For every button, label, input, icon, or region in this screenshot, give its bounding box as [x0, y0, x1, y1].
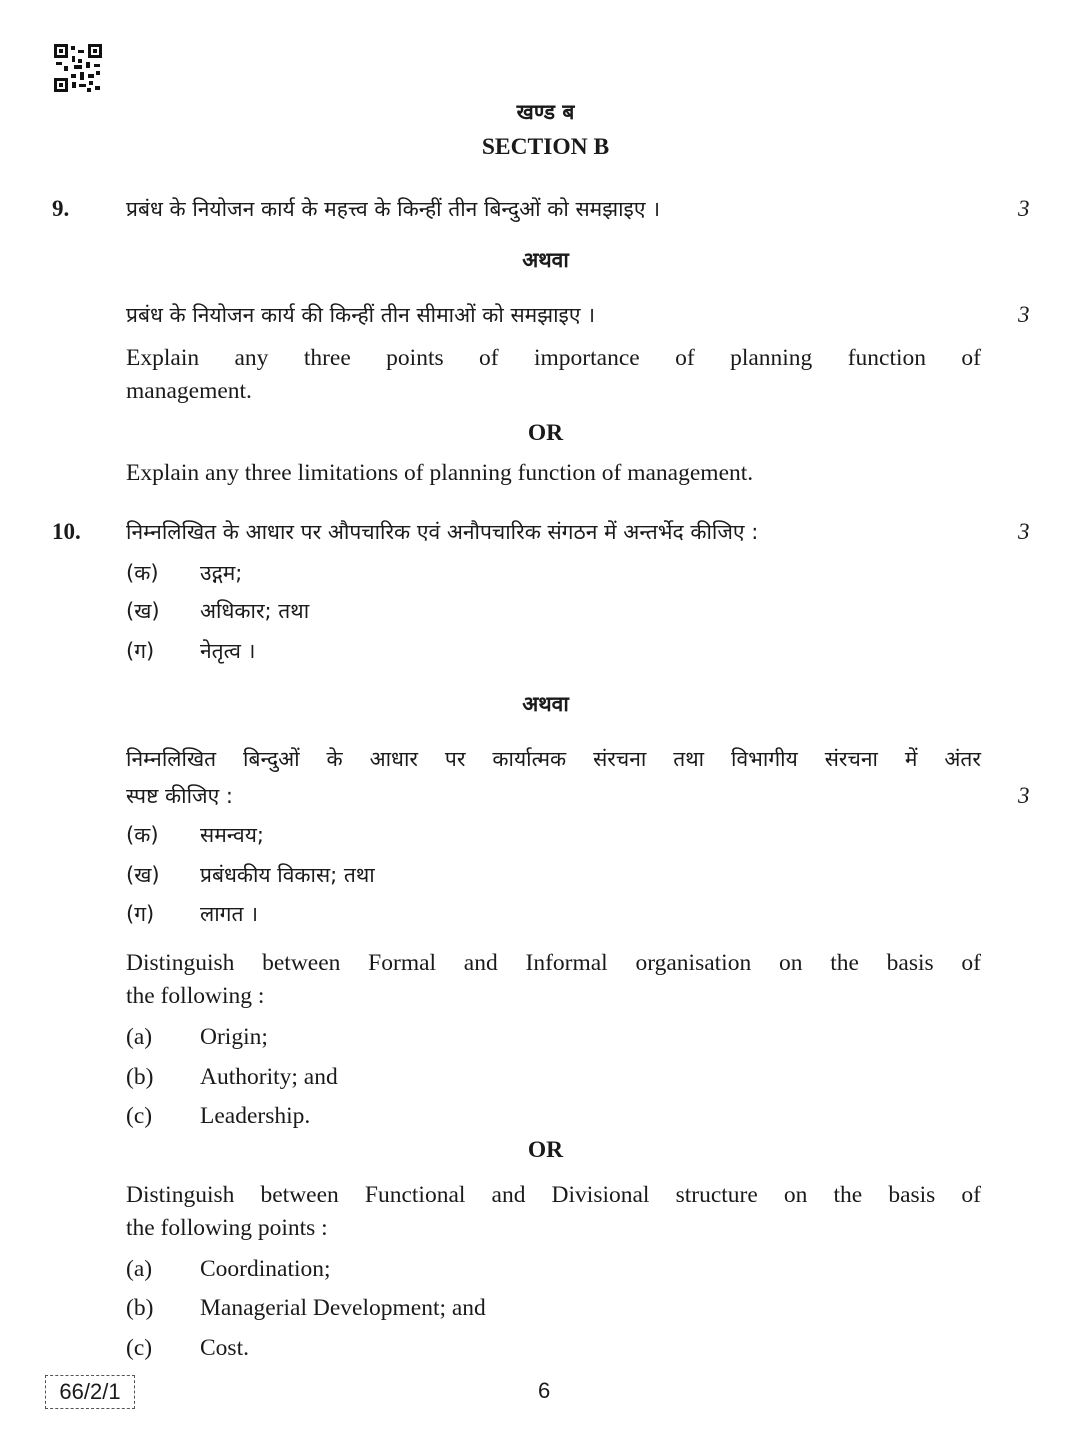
alternate-question-english-line-1: Distinguish between Functional and Divisional structure on the basis of: [126, 1182, 981, 1208]
question-text-hindi: निम्नलिखित के आधार पर औपचारिक एवं अनौपचारिक संगठन में अन्तर्भेद कीजिए :: [126, 520, 759, 544]
list-item-label: (c): [126, 1335, 153, 1361]
question-text-english-line-2: the following :: [126, 983, 265, 1009]
list-item-label: (b): [126, 1295, 154, 1321]
section-title-english: SECTION B: [481, 134, 610, 160]
qr-code-icon: [54, 44, 102, 92]
list-item-label: (ग): [126, 639, 155, 663]
marks: 3: [1018, 783, 1030, 808]
alternate-question-hindi-line-1: निम्नलिखित बिन्दुओं के आधार पर कार्यात्मक संरचना तथा विभागीय संरचना में अंतर: [126, 747, 981, 771]
alternate-question-hindi: प्रबंध के नियोजन कार्य की किन्हीं तीन सीमाओं को समझाइए ।: [126, 303, 596, 327]
list-item-text: उद्गम;: [200, 561, 243, 585]
or-divider-hindi: अथवा: [522, 692, 569, 716]
or-divider-hindi: अथवा: [522, 248, 569, 272]
list-item-text: प्रबंधकीय विकास; तथा: [200, 863, 375, 887]
marks: 3: [1018, 302, 1030, 327]
question-text-english-line-1: Explain any three points of importance of planning function of: [126, 345, 981, 371]
question-text-english-line-1: Distinguish between Formal and Informal organisation on the basis of: [126, 950, 981, 976]
list-item-text: समन्वय;: [200, 823, 264, 847]
list-item-text: Leadership.: [200, 1103, 311, 1129]
list-item-text: लागत ।: [200, 902, 259, 926]
or-divider-english: OR: [527, 420, 564, 446]
alternate-question-english-line-2: the following points :: [126, 1215, 328, 1241]
alternate-question-hindi-line-2: स्पष्ट कीजिए :: [126, 784, 233, 808]
section-title-hindi: खण्ड ब: [516, 100, 575, 124]
list-item-text: Cost.: [200, 1335, 249, 1361]
paper-code: 66/2/1: [45, 1375, 135, 1409]
list-item-label: (क): [126, 823, 159, 847]
marks: 3: [1018, 519, 1030, 544]
page-number: 6: [538, 1378, 551, 1403]
question-text-english-line-2: management.: [126, 378, 252, 404]
list-item-label: (ग): [126, 902, 155, 926]
list-item-label: (क): [126, 561, 159, 585]
marks: 3: [1018, 196, 1030, 221]
list-item-label: (ख): [126, 863, 160, 887]
or-divider-english: OR: [527, 1137, 564, 1163]
list-item-label: (b): [126, 1064, 154, 1090]
list-item-text: Coordination;: [200, 1256, 331, 1282]
question-number: 10.: [52, 519, 81, 544]
list-item-text: Origin;: [200, 1024, 268, 1050]
list-item-label: (a): [126, 1256, 153, 1282]
list-item-text: अधिकार; तथा: [200, 599, 310, 623]
list-item-label: (c): [126, 1103, 153, 1129]
list-item-text: Authority; and: [200, 1064, 338, 1090]
question-text-hindi: प्रबंध के नियोजन कार्य के महत्त्व के किन्हीं तीन बिन्दुओं को समझाइए ।: [126, 197, 661, 221]
list-item-label: (ख): [126, 599, 160, 623]
list-item-text: नेतृत्व ।: [200, 639, 256, 663]
list-item-text: Managerial Development; and: [200, 1295, 486, 1321]
alternate-question-english: Explain any three limitations of planning function of management.: [126, 460, 754, 486]
question-number: 9.: [52, 196, 70, 221]
list-item-label: (a): [126, 1024, 153, 1050]
